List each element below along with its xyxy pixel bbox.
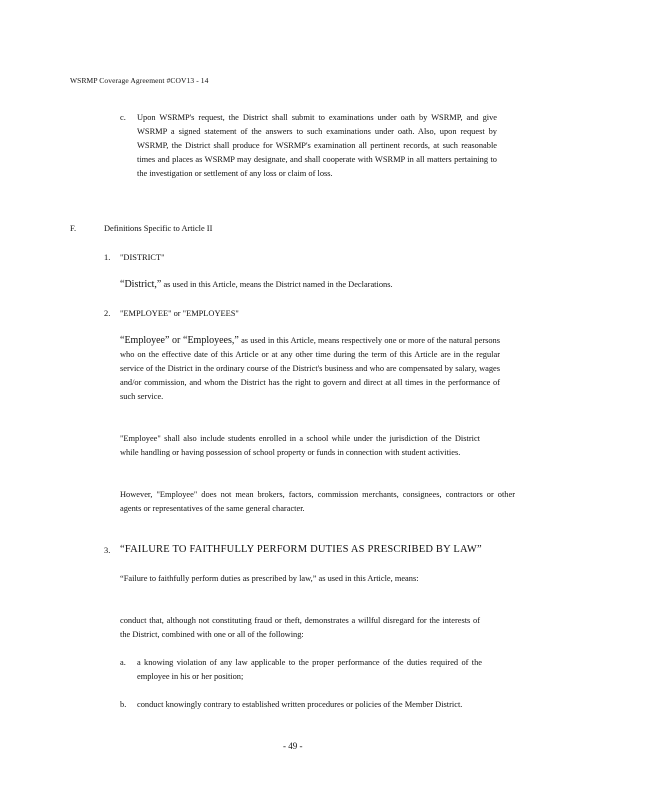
def2-paragraph-1 xyxy=(120,334,500,404)
def2-p1-rest: as used in this Article, means respectively one or more of the natural persons who on the effective date of this Article or at any other time during the term of this Article are in the regular service of the District in the ordinary course of the District's business and who are compensated by salary, wages and/or commission, and whom the District has the right to govern and direct at all times in the performance of such service. xyxy=(120,336,501,401)
def3-item-a-text: a knowing violation of any law applicable to the proper performance of the duties required of the employee in his or her position; xyxy=(137,658,482,681)
def1-term: "DISTRICT" xyxy=(120,253,165,262)
def2-number: 2. xyxy=(104,309,111,318)
section-f-title: Definitions Specific to Article II xyxy=(104,224,213,233)
def3-item-b-label: b. xyxy=(120,700,127,709)
def3-paragraph-2: conduct that, although not constituting fraud or theft, demonstrates a willful disregard for the interests of the District, combined with one or all of the following: xyxy=(120,616,480,639)
def1-definition xyxy=(120,278,500,292)
def1-lead: “District,” xyxy=(120,279,162,290)
def2-lead: “Employee” or “Employees,” xyxy=(120,335,239,346)
def3-term: “FAILURE TO FAITHFULLY PERFORM DUTIES AS PRESCRIBED BY LAW” xyxy=(120,544,482,555)
item-c-text: Upon WSRMP's request, the District shall submit to examinations under oath by WSRMP, and give WSRMP a signed statement of the answers to such examinations under oath. Also, upon request by WSRMP, the District shall produce for WSRMP's examination all pertinent records, at such reasonable times and places as WSRMP may designate, and shall cooperate with WSRMP in all matters pertaining to the investigation or settlement of any loss or claim of loss. xyxy=(137,113,497,178)
def3-item-b-text: conduct knowingly contrary to established written procedures or policies of the Member District. xyxy=(137,700,463,709)
def3-item-a-label: a. xyxy=(120,658,126,667)
page-number: - 49 - xyxy=(283,741,303,751)
def3-paragraph-1: “Failure to faithfully perform duties as prescribed by law,” as used in this Article, means: xyxy=(120,574,419,583)
def2-paragraph-3: However, "Employee" does not mean brokers, factors, commission merchants, consignees, contractors or other agents or representatives of the same general character. xyxy=(120,490,515,513)
section-f-label: F. xyxy=(70,224,77,233)
def1-rest: as used in this Article, means the District named in the Declarations. xyxy=(163,280,393,289)
def3-number: 3. xyxy=(104,546,111,555)
page-header: WSRMP Coverage Agreement #COV13 - 14 xyxy=(70,76,209,85)
def2-paragraph-2: "Employee" shall also include students enrolled in a school while under the jurisdiction of the District while handling or having possession of school property or funds in connection with student activities. xyxy=(120,434,480,457)
def1-number: 1. xyxy=(104,253,111,262)
item-c-label: c. xyxy=(120,113,126,122)
def2-term: "EMPLOYEE" or "EMPLOYEES" xyxy=(120,309,239,318)
